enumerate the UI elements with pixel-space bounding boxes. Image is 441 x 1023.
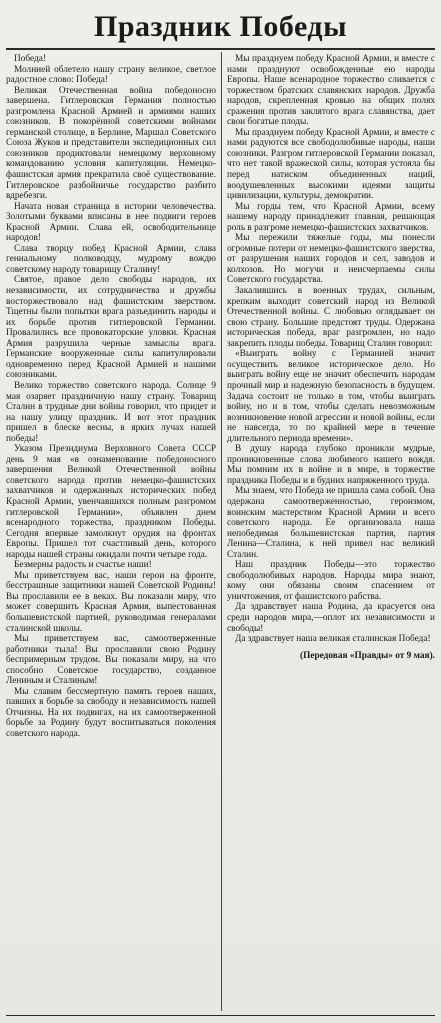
paragraph: Велико торжество советского народа. Солнце 9 мая озаряет праздничную нашу страну. Товарищ Сталин в трудные дни войны говорил, что придет и на нашу улицу праздник. И вот этот праздник пришел в блеске весны, в ярких лучах нашей победы!: [6, 380, 216, 444]
paragraph: Слава творцу побед Красной Армии, слава гениальному полководцу, мудрому вождю советскому народу товарищу Сталину!: [6, 243, 216, 275]
paragraph: В душу народа глубоко проникли мудрые, проникновенные слова любимого нашего вождя. Мы помним их в войне и в мире, в торжестве праздника Победы и в будних напряженного труда.: [227, 444, 435, 486]
source-note: (Передовая «Правды» от 9 мая).: [300, 650, 435, 661]
paragraph: Да здравствует наша великая сталинская Победа!: [235, 634, 431, 645]
paragraph: Мы знаем, что Победа не пришла сама собой. Она одержана самоотверженностью, героизмом, воинским мастерством Красной Армии и всего советского народа. Ее организовала наша непобедимая большевистская партия, партия Ленина—Сталина, к ней привел нас великий Сталин.: [227, 486, 435, 560]
paragraph: Начата новая страница в истории человечества. Золотыми буквами вписаны в нее подвиги героев Красной Армии. Слава ей, освободительнице народов!: [6, 201, 216, 244]
paragraph: Указом Президиума Верховного Совета СССР день 9 мая «в ознаменование победоносного завершения Великой Отечественной войны советского народа против немецко-фашистских захватчиков и одержанных исторических побед Красной Армии, увенчавшихся полным разгромом гитлеровской Германии», объявлен днем всенародного торжества, праздником Победы. Сегодня впервые замолкнут орудия на фронтах Европы. Пришел тот счастливый день, которого народы нашей страны ожидали почти четыре года.: [6, 444, 216, 560]
paragraph: Мы горды тем, что Красной Армии, всему нашему народу принадлежит главная, решающая роль в разгроме немецко-фашистских захватчиков.: [227, 201, 435, 233]
paragraph: Мы славим бессмертную память героев наших, павших в борьбе за свободу и независимость нашей Отчизны. На их подвигах, на их самоотверженной борьбе за Родину будут воспитываться поколения советского народа.: [6, 686, 216, 739]
right-column: [227, 54, 435, 1011]
article-title: Праздник Победы: [93, 10, 348, 43]
paragraph: Мы празднуем победу Красной Армии, и вместе с нами празднуют освобожденные ею народы Европы. Наше всенародное торжество сливается с торжеством братских славянских народов. Дружба народов, скрепленная кровью на общих полях сражения против заклятого врага славянства, дает свои богатые плоды.: [227, 54, 435, 128]
paragraph: Да здравствует наша Родина, да красуется она среди народов мира,—оплот их независимости и свободы!: [227, 602, 435, 634]
paragraph: Закалившись в военных трудах, сильным, крепким выходит советский народ из Великой Отечественной войны. С любовью оглядывает он свою страну. Большие предстоят труды. Одержана историческая победа, враг разгромлен, но надо закрепить плоды победы. Товарищ Сталин говорил:: [227, 286, 435, 349]
paragraph: Победа!: [14, 54, 46, 64]
paragraph: Святое, правое дело свободы народов, их независимости, их сотрудничества и дружбы восторжествовало над фашистским зверством. Тщетны были попытки врага разъединить народы и их борьбе против гитлеровской Германии. Провалились все провокаторские уловки. Красная Армия разрушила черные замыслы врага. Германские вооруженные силы капитулировали одновременно перед Красной Армией и нашими союзниками.: [6, 275, 216, 381]
left-column: [6, 54, 216, 1011]
column-divider: [221, 52, 222, 1011]
paragraph: Молнией облетело нашу страну великое, светлое радостное слово: Победа!: [6, 64, 216, 86]
paragraph: «Выиграть войну с Германией значит осуществить великое историческое дело. Но выиграть войну еще не значит обеспечить народам прочный мир и надежную безопасность в будущем. Задача состоит не только в том, чтобы выиграть войну, но и в том, чтобы сделать невозможным возникновение новой агрессии и новой войны, если не навсегда, то по крайней мере в течение длительного периода времени».: [227, 349, 435, 444]
paragraph: Мы приветствуем вас, наши герои на фронте, бесстрашные защитники нашей Советской Родины! Вы прославили ее в веках. Вы показали миру, что может совершить Красная Армия, выпестованная большевистской партией, руководимая генералами сталинской школы.: [6, 570, 216, 634]
paragraph: Мы приветствуем вас, самоотверженные работники тыла! Вы прославили свою Родину беспримерным трудом. Вы показали миру, на что способно Советское государство, созданное Лениным и Сталиным!: [6, 634, 216, 687]
paragraph: Великая Отечественная война победоносно завершена. Гитлеровская Германия полностью разгромлена Красной Армией и армиями наших союзников. В покорённой советскими войнами германской столице, в Берлине, Маршал Советского Союза Жуков и представители экспедиционных сил союзников продиктовали немецкому верховному командованию условия капитуляции. Немецко-фашистская армия прекратила своё существование. Гитлеровское разбойничье государство разбито вдребезги.: [6, 85, 216, 202]
title-rule: [6, 48, 435, 50]
paragraph: Мы пережили тяжелые годы, мы понесли огромные потери от немецко-фашистского зверства, от разрушения наших городов и сел, заводов и колхозов. Но могучи и неисчерпаемы силы Советского государства.: [227, 233, 435, 286]
paragraph: Безмерны радость и счастье наши!: [14, 560, 152, 571]
bottom-rule: [6, 1015, 435, 1016]
paragraph: Мы празднуем победу Красной Армии, и вместе с нами радуются все свободолюбивые народы, наши союзники. Разгром гитлеровской Германии показал, что нет такой вражеской силы, которая устояла бы перед натиском объединенных наций, воодушевленных высокими идеями защиты цивилизации, культуры, демократии.: [227, 127, 435, 202]
paragraph: Наш праздник Победы—это торжество свободолюбивых народов. Народы мира знают, кому они обязаны своим спасением от уничтожения, от фашистского рабства.: [227, 560, 435, 602]
